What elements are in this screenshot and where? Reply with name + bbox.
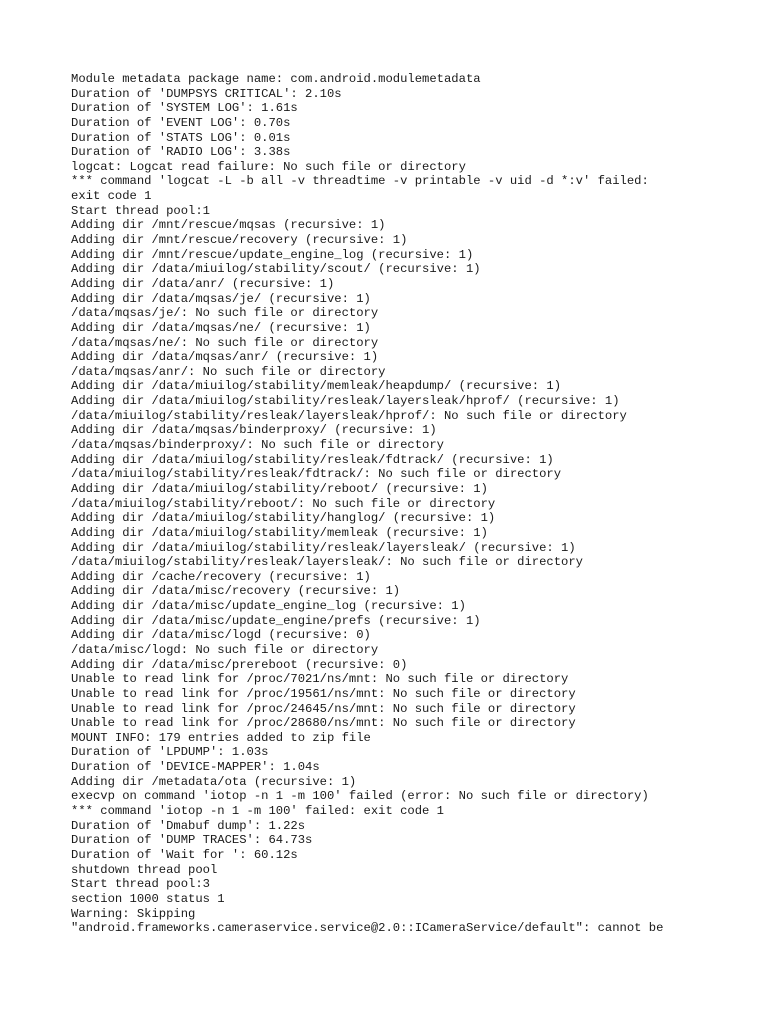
log-line: Duration of 'SYSTEM LOG': 1.61s [71,101,298,116]
log-line: Adding dir /data/mqsas/binderproxy/ (recursive: 1) [71,423,437,438]
log-line: Adding dir /data/misc/update_engine_log (recursive: 1) [71,599,466,614]
log-line: Duration of 'RADIO LOG': 3.38s [71,145,291,160]
log-line: shutdown thread pool [71,862,218,877]
log-line: Adding dir /data/miuilog/stability/resleak/fdtrack/ (recursive: 1) [71,452,554,467]
log-line: /data/mqsas/anr/: No such file or directory [71,364,386,379]
log-line: Duration of 'Wait for ': 60.12s [71,847,298,862]
log-line: Adding dir /mnt/rescue/update_engine_log (recursive: 1) [71,247,474,262]
log-line: Unable to read link for /proc/7021/ns/mnt: No such file or directory [71,672,569,687]
log-line: Module metadata package name: com.android.modulemetadata [71,72,481,86]
log-line: Adding dir /data/anr/ (recursive: 1) [71,276,335,291]
log-line: Adding dir /metadata/ota (recursive: 1) [71,774,357,789]
log-line: Adding dir /data/miuilog/stability/resleak/layersleak/hprof/ (recursive: 1) [71,394,620,409]
log-line: Adding dir /mnt/rescue/recovery (recursive: 1) [71,233,408,248]
log-line: /data/miuilog/stability/resleak/layersleak/hprof/: No such file or directory [71,408,627,423]
log-line: Warning: Skipping [71,906,196,921]
log-line: /data/mqsas/je/: No such file or directory [71,306,379,321]
log-line: Adding dir /data/miuilog/stability/scout/ (recursive: 1) [71,262,481,277]
log-line: Adding dir /data/misc/logd (recursive: 0) [71,628,371,643]
log-line: execvp on command 'iotop -n 1 -m 100' failed (error: No such file or directory) [71,789,649,804]
log-line: MOUNT INFO: 179 entries added to zip file [71,730,371,745]
log-line: Adding dir /data/miuilog/stability/memleak/heapdump/ (recursive: 1) [71,379,562,394]
log-line: Start thread pool:3 [71,877,210,892]
log-line: /data/miuilog/stability/resleak/layersleak/: No such file or directory [71,555,583,570]
log-text-block [71,72,731,936]
log-line: Adding dir /data/misc/recovery (recursive: 1) [71,584,401,599]
log-line: Adding dir /data/mqsas/anr/ (recursive: 1) [71,350,379,365]
log-line: Adding dir /data/mqsas/ne/ (recursive: 1) [71,320,371,335]
log-line: Duration of 'DUMP TRACES': 64.73s [71,833,313,848]
log-line: Adding dir /mnt/rescue/mqsas (recursive: 1) [71,218,386,233]
log-line: Unable to read link for /proc/24645/ns/mnt: No such file or directory [71,701,576,716]
log-line: Duration of 'EVENT LOG': 0.70s [71,115,291,130]
log-line: section 1000 status 1 [71,891,225,906]
log-line: Adding dir /data/miuilog/stability/reboot/ (recursive: 1) [71,481,488,496]
log-line: *** command 'iotop -n 1 -m 100' failed: exit code 1 [71,804,444,819]
log-line: Adding dir /data/mqsas/je/ (recursive: 1) [71,291,371,306]
log-line: Adding dir /cache/recovery (recursive: 1) [71,569,371,584]
log-line: /data/mqsas/binderproxy/: No such file or directory [71,438,444,453]
log-line: /data/mqsas/ne/: No such file or directory [71,335,379,350]
log-line: Duration of 'DUMPSYS CRITICAL': 2.10s [71,86,342,101]
log-line: Adding dir /data/miuilog/stability/hanglog/ (recursive: 1) [71,511,496,526]
log-line: Adding dir /data/miuilog/stability/memleak (recursive: 1) [71,525,488,540]
log-line: /data/misc/logd: No such file or directory [71,642,379,657]
log-line: Adding dir /data/miuilog/stability/resleak/layersleak/ (recursive: 1) [71,540,576,555]
log-line: Adding dir /data/misc/update_engine/prefs (recursive: 1) [71,613,481,628]
log-line: /data/miuilog/stability/reboot/: No such file or directory [71,496,496,511]
log-line: Duration of 'LPDUMP': 1.03s [71,745,269,760]
log-line: Duration of 'DEVICE-MAPPER': 1.04s [71,760,320,775]
log-line: /data/miuilog/stability/resleak/fdtrack/: No such file or directory [71,467,562,482]
log-line: Duration of 'Dmabuf dump': 1.22s [71,818,306,833]
log-line: Duration of 'STATS LOG': 0.01s [71,130,291,145]
log-line: Adding dir /data/misc/prereboot (recursive: 0) [71,657,408,672]
log-line: logcat: Logcat read failure: No such file or directory [71,159,466,174]
log-line: exit code 1 [71,189,152,204]
log-line: *** command 'logcat -L -b all -v threadtime -v printable -v uid -d *:v' failed: [71,174,649,189]
log-line: Start thread pool:1 [71,203,210,218]
log-line: Unable to read link for /proc/19561/ns/mnt: No such file or directory [71,686,576,701]
log-line: Unable to read link for /proc/28680/ns/mnt: No such file or directory [71,716,576,731]
log-line: "android.frameworks.cameraservice.service@2.0::ICameraService/default": cannot be [71,921,664,936]
